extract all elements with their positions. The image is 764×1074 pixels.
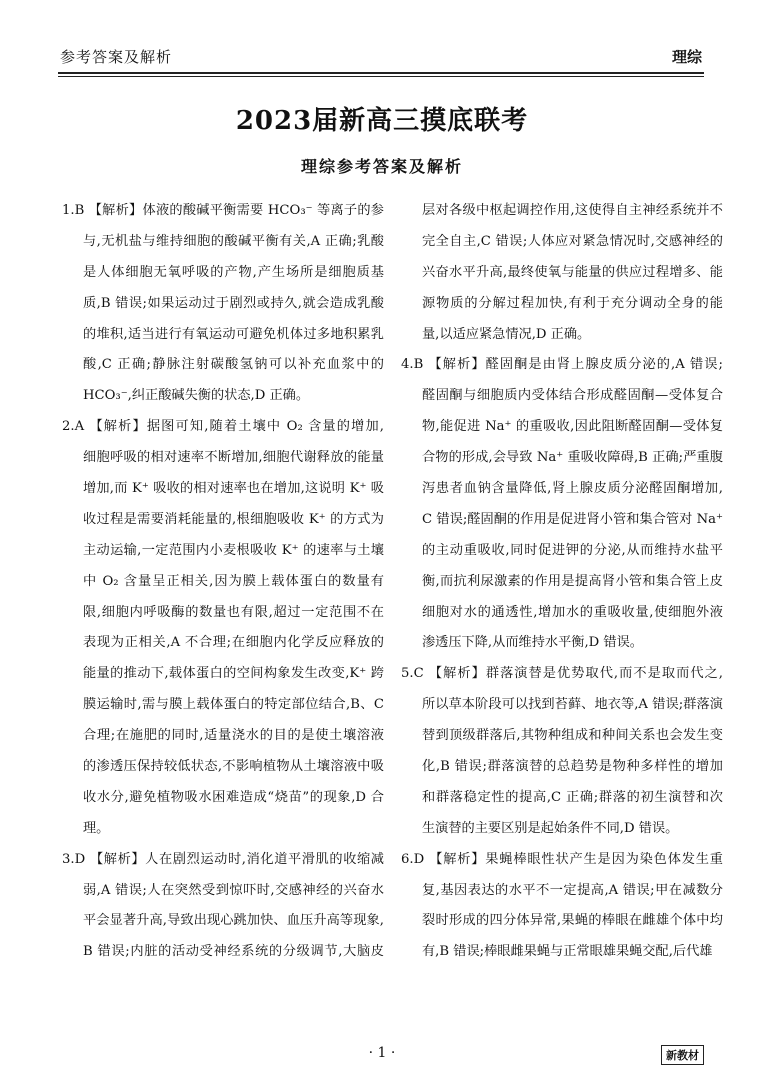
text-line: 渗透压下降,从而维持水平衡,D 错误。: [422, 635, 643, 651]
text-line: 细胞呼吸的相对速率不断增加,细胞代谢释放的能量: [83, 450, 384, 466]
text-line: 膜运输时,需与膜上载体蛋白的特定部位结合,B、C: [83, 697, 384, 713]
left-text-column: [62, 196, 384, 968]
text-line: 平会显著升高,导致出现心跳加快、血压升高等现象,: [83, 913, 384, 929]
text-line: 有,B 错误;棒眼雌果蝇与正常眼雄果蝇交配,后代雄: [422, 944, 713, 960]
text-line: 4.B 【解析】醛固酮是由肾上腺皮质分泌的,A 错误;: [401, 357, 723, 373]
text-line: 醛固酮与细胞质内受体结合形成醛固酮—受体复合: [422, 388, 723, 404]
header-rule-thin: [58, 76, 704, 77]
text-line: 替到顶级群落后,其物种组成和种间关系也会发生变: [422, 728, 723, 744]
header-left-label: 参考答案及解析: [60, 48, 173, 66]
text-line: HCO₃⁻,纠正酸碱失衡的状态,D 正确。: [83, 388, 310, 404]
text-line: 增加,而 K⁺ 吸收的相对速率也在增加,这说明 K⁺ 吸: [83, 481, 384, 497]
document-subtitle: 理综参考答案及解析: [300, 157, 463, 176]
text-line: 2.A 【解析】据图可知,随着土壤中 O₂ 含量的增加,: [62, 419, 384, 435]
text-line: 物,能促进 Na⁺ 的重吸收,因此阻断醛固酮—受体复: [422, 419, 723, 435]
text-line: 细胞对水的通透性,增加水的重吸收量,使细胞外液: [422, 604, 723, 620]
edition-badge: 新教材: [661, 1045, 704, 1065]
text-line: 能量的推动下,载体蛋白的空间构象发生改变,K⁺ 跨: [83, 666, 384, 682]
text-line: 合物的形成,会导致 Na⁺ 重吸收障碍,B 正确;严重腹: [422, 450, 723, 466]
text-line: 收水分,避免植物吸水困难造成“烧苗”的现象,D 合: [83, 789, 384, 805]
header-rule-thick: [58, 72, 704, 74]
text-line: 1.B 【解析】体液的酸碱平衡需要 HCO₃⁻ 等离子的参: [62, 203, 384, 218]
text-line: 泻患者血钠含量降低,肾上腺皮质分泌醛固酮增加,: [422, 481, 723, 497]
text-line: 3.D 【解析】人在剧烈运动时,消化道平滑肌的收缩减: [62, 851, 384, 867]
text-line: B 错误;内脏的活动受神经系统的分级调节,大脑皮: [83, 944, 384, 960]
text-line: 和群落稳定性的提高,C 正确;群落的初生演替和次: [422, 789, 723, 805]
text-line: 化,B 错误;群落演替的总趋势是物种多样性的增加: [422, 759, 723, 775]
text-line: 生演替的主要区别是起始条件不同,D 错误。: [422, 820, 679, 836]
text-line: 所以草本阶段可以找到苔藓、地衣等,A 错误;群落演: [422, 697, 723, 713]
text-line: 理。: [83, 820, 110, 836]
text-line: 限,细胞内呼吸酶的数量也有限,超过一定范围不在: [83, 604, 384, 620]
document-title: 2023届新高三摸底联考: [235, 106, 529, 136]
text-line: 合理;在施肥的同时,适量浇水的目的是使土壤溶液: [83, 728, 384, 744]
text-line: 是人体细胞无氧呼吸的产物,产生场所是细胞质基: [83, 264, 384, 280]
text-line: 复,基因表达的水平不一定提高,A 错误;甲在减数分: [422, 882, 723, 898]
text-line: 6.D 【解析】果蝇棒眼性状产生是因为染色体发生重: [401, 851, 723, 867]
header-subject-label: 理综: [671, 48, 702, 66]
text-line: 完全自主,C 错误;人体应对紧急情况时,交感神经的: [422, 233, 723, 249]
text-line: 与,无机盐与维持细胞的酸碱平衡有关,A 正确;乳酸: [83, 233, 384, 249]
text-line: 衡,而抗利尿激素的作用是提高肾小管和集合管上皮: [422, 573, 723, 589]
text-line: 5.C 【解析】群落演替是优势取代,而不是取而代之,: [401, 666, 723, 682]
right-text-column: [401, 196, 723, 968]
text-line: 中 O₂ 含量呈正相关,因为膜上载体蛋白的数量有: [83, 573, 384, 589]
text-line: 的渗透压保持较低状态,不影响植物从土壤溶液中吸: [83, 759, 384, 775]
text-line: 的堆积,适当进行有氧运动可避免机体过多地积累乳: [83, 326, 384, 342]
text-line: C 错误;醛固酮的作用是促进肾小管和集合管对 Na⁺: [422, 511, 723, 527]
text-line: 兴奋水平升高,最终使氧与能量的供应过程增多、能: [422, 264, 723, 280]
text-line: 质,B 错误;如果运动过于剧烈或持久,就会造成乳酸: [83, 295, 384, 311]
text-line: 裂时形成的四分体异常,果蝇的棒眼在雌雄个体中均: [422, 913, 723, 929]
text-line: 酸,C 正确;静脉注射碳酸氢钠可以补充血浆中的: [83, 357, 384, 373]
text-line: 收过程是需要消耗能量的,根细胞吸收 K⁺ 的方式为: [83, 511, 384, 527]
text-line: 弱,A 错误;人在突然受到惊吓时,交感神经的兴奋水: [83, 882, 384, 898]
page-number: · 1 ·: [368, 1045, 396, 1061]
text-line: 量,以适应紧急情况,D 正确。: [422, 326, 591, 342]
text-line: 表现为正相关,A 不合理;在细胞内化学反应释放的: [83, 635, 384, 651]
text-line: 源物质的分解过程加快,有利于充分调动全身的能: [422, 295, 723, 311]
page-header: [60, 46, 702, 72]
text-line: 的主动重吸收,同时促进钾的分泌,从而维持水盐平: [422, 542, 723, 558]
text-line: 主动运输,一定范围内小麦根吸收 K⁺ 的速率与土壤: [83, 542, 384, 558]
text-line: 层对各级中枢起调控作用,这使得自主神经系统并不: [422, 203, 723, 218]
